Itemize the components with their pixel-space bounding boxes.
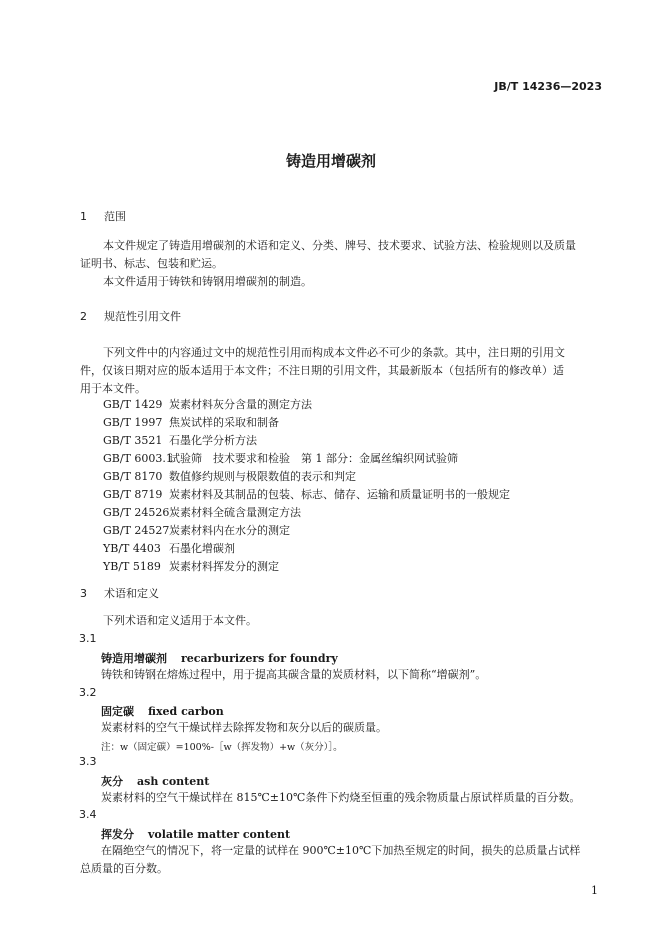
term-number: 3.1	[79, 632, 97, 645]
term-en: ash content	[137, 775, 210, 788]
reference-title: 试验筛 技术要求和检验 第 1 部分：金属丝编织网试验筛	[169, 452, 458, 465]
term-en: volatile matter content	[148, 828, 291, 841]
section-3-title: 术语和定义	[104, 587, 159, 600]
section-3-heading	[80, 585, 159, 601]
reference-title: 炭素材料内在水分的测定	[169, 524, 290, 537]
document-title: 铸造用增碳剂	[285, 152, 376, 170]
reference-code: GB/T 3521	[103, 434, 163, 447]
reference-item	[103, 396, 312, 412]
reference-code: GB/T 24527	[103, 524, 170, 537]
term-zh: 灰分	[101, 775, 123, 788]
term-zh: 铸造用增碳剂	[101, 652, 167, 665]
reference-title: 炭素材料灰分含量的测定方法	[169, 398, 312, 411]
reference-item	[103, 414, 279, 430]
term-number: 3.4	[79, 808, 97, 821]
normative-intro-line1: 下列文件中的内容通过文中的规范性引用而构成本文件必不可少的条款。其中，注日期的引用文	[103, 346, 565, 359]
term-zh: 挥发分	[101, 828, 134, 841]
reference-item	[103, 522, 290, 538]
reference-item	[103, 540, 235, 556]
term-definition: 炭素材料的空气干燥试样在 815℃±10℃条件下灼烧至恒重的残余物质量占原试样质量的百分数。	[101, 791, 581, 804]
normative-intro-line2: 件，仅该日期对应的版本适用于本文件；不注日期的引用文件，其最新版本（包括所有的修改单）适	[80, 364, 564, 377]
section-3-number: 3	[80, 587, 87, 600]
term-definition-line2: 总质量的百分数。	[80, 862, 168, 875]
term-number: 3.3	[79, 755, 97, 768]
term-heading	[101, 773, 209, 789]
term-number: 3.2	[79, 686, 97, 699]
reference-code: YB/T 5189	[103, 560, 161, 573]
standard-number: JB/T 14236—2023	[494, 80, 602, 93]
reference-code: GB/T 24526	[103, 506, 170, 519]
term-en: recarburizers for foundry	[181, 652, 338, 665]
reference-item	[103, 450, 458, 466]
reference-code: GB/T 1429	[103, 398, 163, 411]
reference-title: 炭素材料全硫含量测定方法	[169, 506, 301, 519]
scope-para1-line2: 证明书、标志、包装和贮运。	[80, 257, 223, 270]
reference-title: 石墨化学分析方法	[169, 434, 257, 447]
reference-code: GB/T 6003.1	[103, 452, 173, 465]
term-note: 注：w（固定碳）=100%-［w（挥发物）+w（灰分）］。	[101, 742, 343, 753]
reference-item	[103, 504, 301, 520]
section-2-title: 规范性引用文件	[104, 310, 181, 323]
section-1-number: 1	[80, 210, 87, 223]
scope-para2: 本文件适用于铸铁和铸钢用增碳剂的制造。	[103, 275, 312, 288]
reference-title: 炭素材料挥发分的测定	[169, 560, 279, 573]
normative-intro-line3: 用于本文件。	[80, 382, 146, 395]
reference-code: GB/T 8170	[103, 470, 163, 483]
term-heading	[101, 650, 338, 666]
term-definition-line1: 在隔绝空气的情况下，将一定量的试样在 900℃±10℃下加热至规定的时间，损失的总质量占试样	[101, 844, 581, 857]
term-en: fixed carbon	[148, 705, 224, 718]
reference-title: 石墨化增碳剂	[169, 542, 235, 555]
reference-item	[103, 486, 510, 502]
reference-title: 数值修约规则与极限数值的表示和判定	[169, 470, 356, 483]
reference-item	[103, 432, 257, 448]
reference-title: 焦炭试样的采取和制备	[169, 416, 279, 429]
reference-item	[103, 558, 279, 574]
reference-code: YB/T 4403	[103, 542, 161, 555]
scope-para1-line1: 本文件规定了铸造用增碳剂的术语和定义、分类、牌号、技术要求、试验方法、检验规则以及质量	[103, 239, 576, 252]
terms-intro: 下列术语和定义适用于本文件。	[103, 614, 257, 627]
term-heading	[101, 826, 290, 842]
term-heading	[101, 703, 224, 719]
reference-code: GB/T 1997	[103, 416, 163, 429]
section-2-number: 2	[80, 310, 87, 323]
page-number: 1	[591, 884, 598, 897]
section-1-title: 范围	[104, 210, 126, 223]
section-1-heading	[80, 208, 126, 224]
term-definition: 铸铁和铸钢在熔炼过程中，用于提高其碳含量的炭质材料，以下简称“增碳剂”。	[101, 668, 487, 681]
section-2-heading	[80, 308, 181, 324]
reference-item	[103, 468, 356, 484]
reference-code: GB/T 8719	[103, 488, 163, 501]
term-definition: 炭素材料的空气干燥试样去除挥发物和灰分以后的碳质量。	[101, 721, 387, 734]
reference-title: 炭素材料及其制品的包装、标志、储存、运输和质量证明书的一般规定	[169, 488, 510, 501]
term-zh: 固定碳	[101, 705, 134, 718]
